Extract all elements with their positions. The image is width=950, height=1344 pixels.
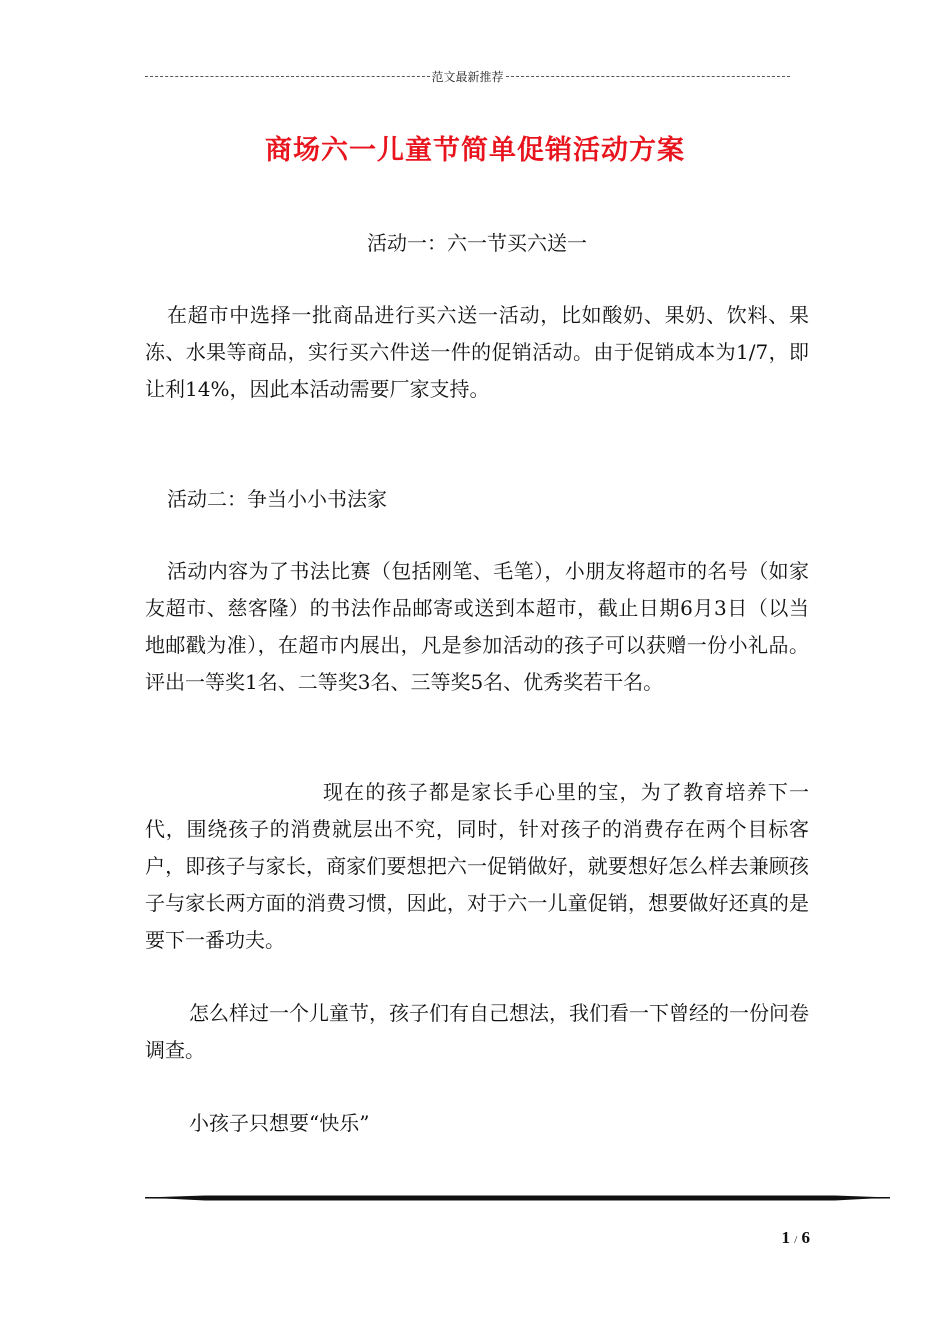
page-header [145, 68, 790, 85]
page-current: 1 [781, 1228, 790, 1247]
paragraph-survey: 怎么样过一个儿童节，孩子们有自己想法，我们看一下曾经的一份问卷调查。 [145, 1001, 809, 1062]
paragraph-activity-one-heading: 活动一：六一节买六送一 [367, 231, 587, 255]
paragraph-intro: 现在的孩子都是家长手心里的宝，为了教育培养下一代，围绕孩子的消费就层出不究，同时，针对孩子的消费存在两个目标客户，即孩子与家长，商家们要想把六一促销做好，就要想好怎么样去兼顾孩子与家长两方面的消费习惯，因此，对于六一儿童促销，想要做好还真的是要下一番功夫。 [145, 780, 809, 952]
footer-rule [145, 1193, 890, 1203]
page-number [740, 1228, 810, 1248]
paragraph-activity-one-body: 在超市中选择一批商品进行买六送一活动，比如酸奶、果奶、饮料、果冻、水果等商品，实行买六件送一件的促销活动。由于促销成本为1/7，即让利14%，因此本活动需要厂家支持。 [145, 303, 809, 401]
paragraph-kids-heading: 小孩子只想要“快乐” [189, 1111, 370, 1135]
header-dash-left [145, 76, 430, 77]
header-dash-right [506, 76, 791, 77]
document-title: 商场六一儿童节简单促销活动方案 [265, 135, 685, 166]
paragraph-activity-two-body: 活动内容为了书法比赛（包括刚笔、毛笔），小朋友将超市的名号（如家友超市、慈客隆）的书法作品邮寄或送到本超市，截止日期6月3日（以当地邮戳为准），在超市内展出，凡是参加活动的孩子可以获赠一份小礼品。评出一等奖1名、二等奖3名、三等奖5名、优秀奖若干名。 [145, 559, 809, 694]
page-separator: / [794, 1234, 798, 1246]
header-text: 范文最新推荐 [431, 70, 504, 84]
page-total: 6 [801, 1228, 810, 1247]
paragraph-activity-two-heading: 活动二：争当小小书法家 [167, 487, 387, 511]
